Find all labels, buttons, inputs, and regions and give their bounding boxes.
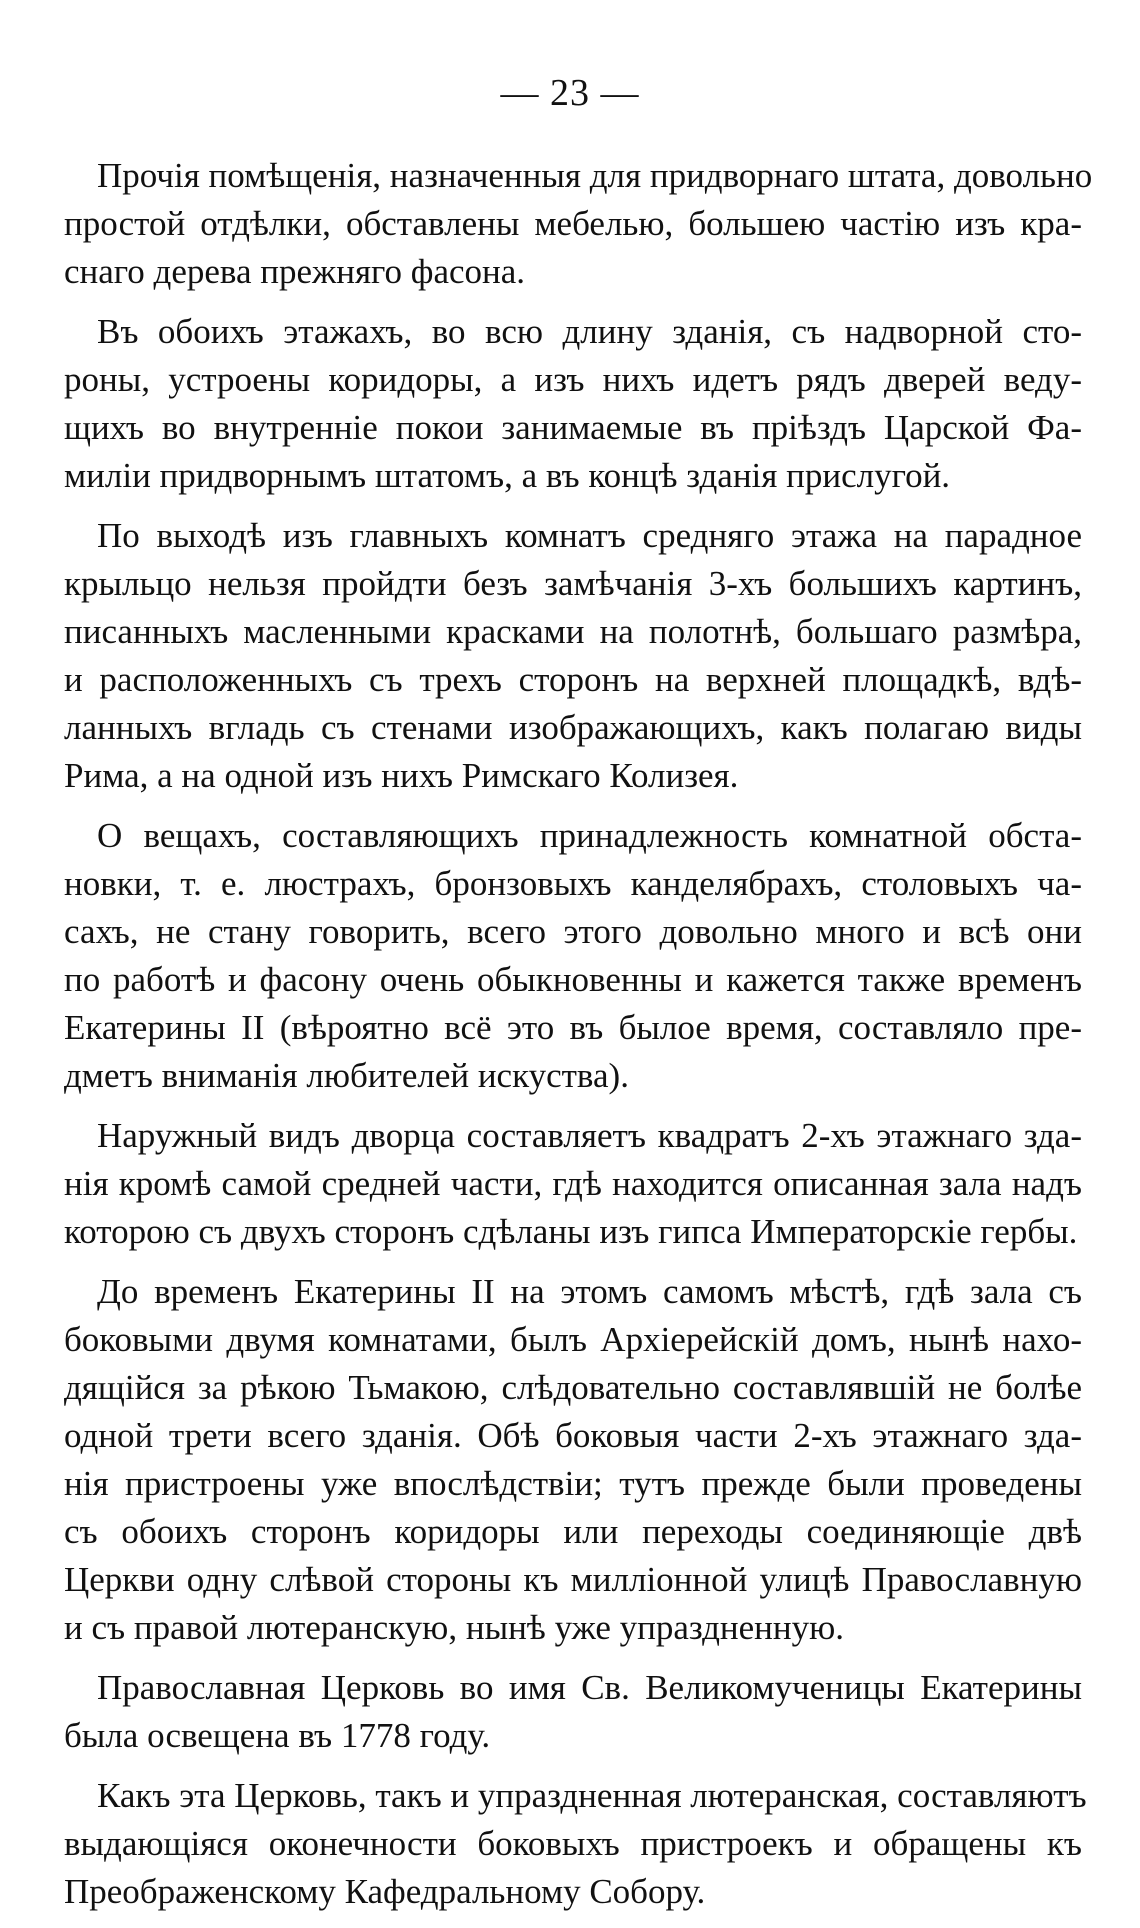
text-line: писанныхъ масленными красками на полотнѣ, большаго размѣра, xyxy=(64,612,1082,651)
text-line: по работѣ и фасону очень обыкновенны и кажется также временъ xyxy=(64,960,1082,999)
text-line: Церкви одну слѣвой стороны къ милліонной улицѣ Православную xyxy=(64,1560,1082,1599)
paragraph xyxy=(64,308,1082,500)
body-text xyxy=(64,152,1093,1928)
text-line: О вещахъ, составляющихъ принадлежность комнатной обста- xyxy=(97,816,1082,855)
text-line: которою съ двухъ сторонъ сдѣланы изъ гипса Императорскіе гербы. xyxy=(64,1212,1078,1251)
paragraph xyxy=(64,812,1082,1100)
text-line: миліи придворнымъ штатомъ, а въ концѣ зданія прислугой. xyxy=(64,456,951,495)
paragraph xyxy=(64,1268,1082,1652)
text-line: и съ правой лютеранскую, нынѣ уже упраздненную. xyxy=(64,1608,844,1647)
text-line: Какъ эта Церковь, такъ и упраздненная лютеранская, составляютъ xyxy=(97,1776,1087,1815)
text-line: Прочія помѣщенія, назначенныя для придворнаго штата, довольно xyxy=(97,156,1093,195)
text-line: снаго дерева прежняго фасона. xyxy=(64,252,526,291)
text-line: одной трети всего зданія. Обѣ боковыя части 2-хъ этажнаго зда- xyxy=(64,1416,1082,1455)
text-line: съ обоихъ сторонъ коридоры или переходы соединяющіе двѣ xyxy=(64,1512,1082,1551)
text-line: новки, т. е. люстрахъ, бронзовыхъ канделябрахъ, столовыхъ ча- xyxy=(64,864,1082,903)
text-line: сахъ, не стану говорить, всего этого довольно много и всѣ они xyxy=(64,912,1082,951)
text-line: нія пристроены уже впослѣдствіи; тутъ прежде были проведены xyxy=(64,1464,1082,1503)
text-line: дящійся за рѣкою Тьмакою, слѣдовательно составлявшій не болѣе xyxy=(64,1368,1082,1407)
paragraph xyxy=(64,1772,1087,1916)
text-line: Въ обоихъ этажахъ, во всю длину зданія, съ надворной сто- xyxy=(97,312,1082,351)
text-line: По выходѣ изъ главныхъ комнатъ средняго этажа на парадное xyxy=(97,516,1082,555)
text-line: ланныхъ вгладь съ стенами изображающихъ, какъ полагаю виды xyxy=(64,708,1082,747)
text-line: простой отдѣлки, обставлены мебелью, большею частію изъ кра- xyxy=(64,204,1082,243)
paragraph xyxy=(64,1664,1082,1760)
text-line: дметъ вниманія любителей искуства). xyxy=(64,1056,629,1095)
page-number: — 23 — xyxy=(500,72,640,114)
text-line: Екатерины II (вѣроятно всё это въ былое время, составляло пре- xyxy=(64,1008,1082,1047)
text-line: была освещена въ 1778 году. xyxy=(64,1716,491,1755)
text-line: Наружный видъ дворца составляетъ квадратъ 2-хъ этажнаго зда- xyxy=(97,1116,1082,1155)
text-line: крыльцо нельзя пройдти безъ замѣчанія 3-хъ большихъ картинъ, xyxy=(64,564,1082,603)
text-line: Рима, а на одной изъ нихъ Римскаго Колизея. xyxy=(64,756,739,795)
text-line: щихъ во внутренніе покои занимаемые въ пріѣздъ Царской Фа- xyxy=(64,408,1082,447)
text-line: нія кромѣ самой средней части, гдѣ находится описанная зала надъ xyxy=(64,1164,1082,1203)
paragraph xyxy=(64,512,1082,800)
text-line: боковыми двумя комнатами, былъ Архіерейскій домъ, нынѣ нахо- xyxy=(64,1320,1082,1359)
text-line: Преображенскому Кафедральному Собору. xyxy=(64,1872,706,1911)
text-line: Православная Церковь во имя Св. Великомученицы Екатерины xyxy=(97,1668,1082,1707)
text-line: До временъ Екатерины II на этомъ самомъ мѣстѣ, гдѣ зала съ xyxy=(97,1272,1082,1311)
text-line: роны, устроены коридоры, а изъ нихъ идетъ рядъ дверей веду- xyxy=(64,360,1082,399)
paragraph xyxy=(64,152,1093,296)
paragraph xyxy=(64,1112,1082,1256)
text-line: и расположенныхъ съ трехъ сторонъ на верхней площадкѣ, вдѣ- xyxy=(64,660,1082,699)
text-line: выдающіяся оконечности боковыхъ пристроекъ и обращены къ xyxy=(64,1824,1082,1863)
